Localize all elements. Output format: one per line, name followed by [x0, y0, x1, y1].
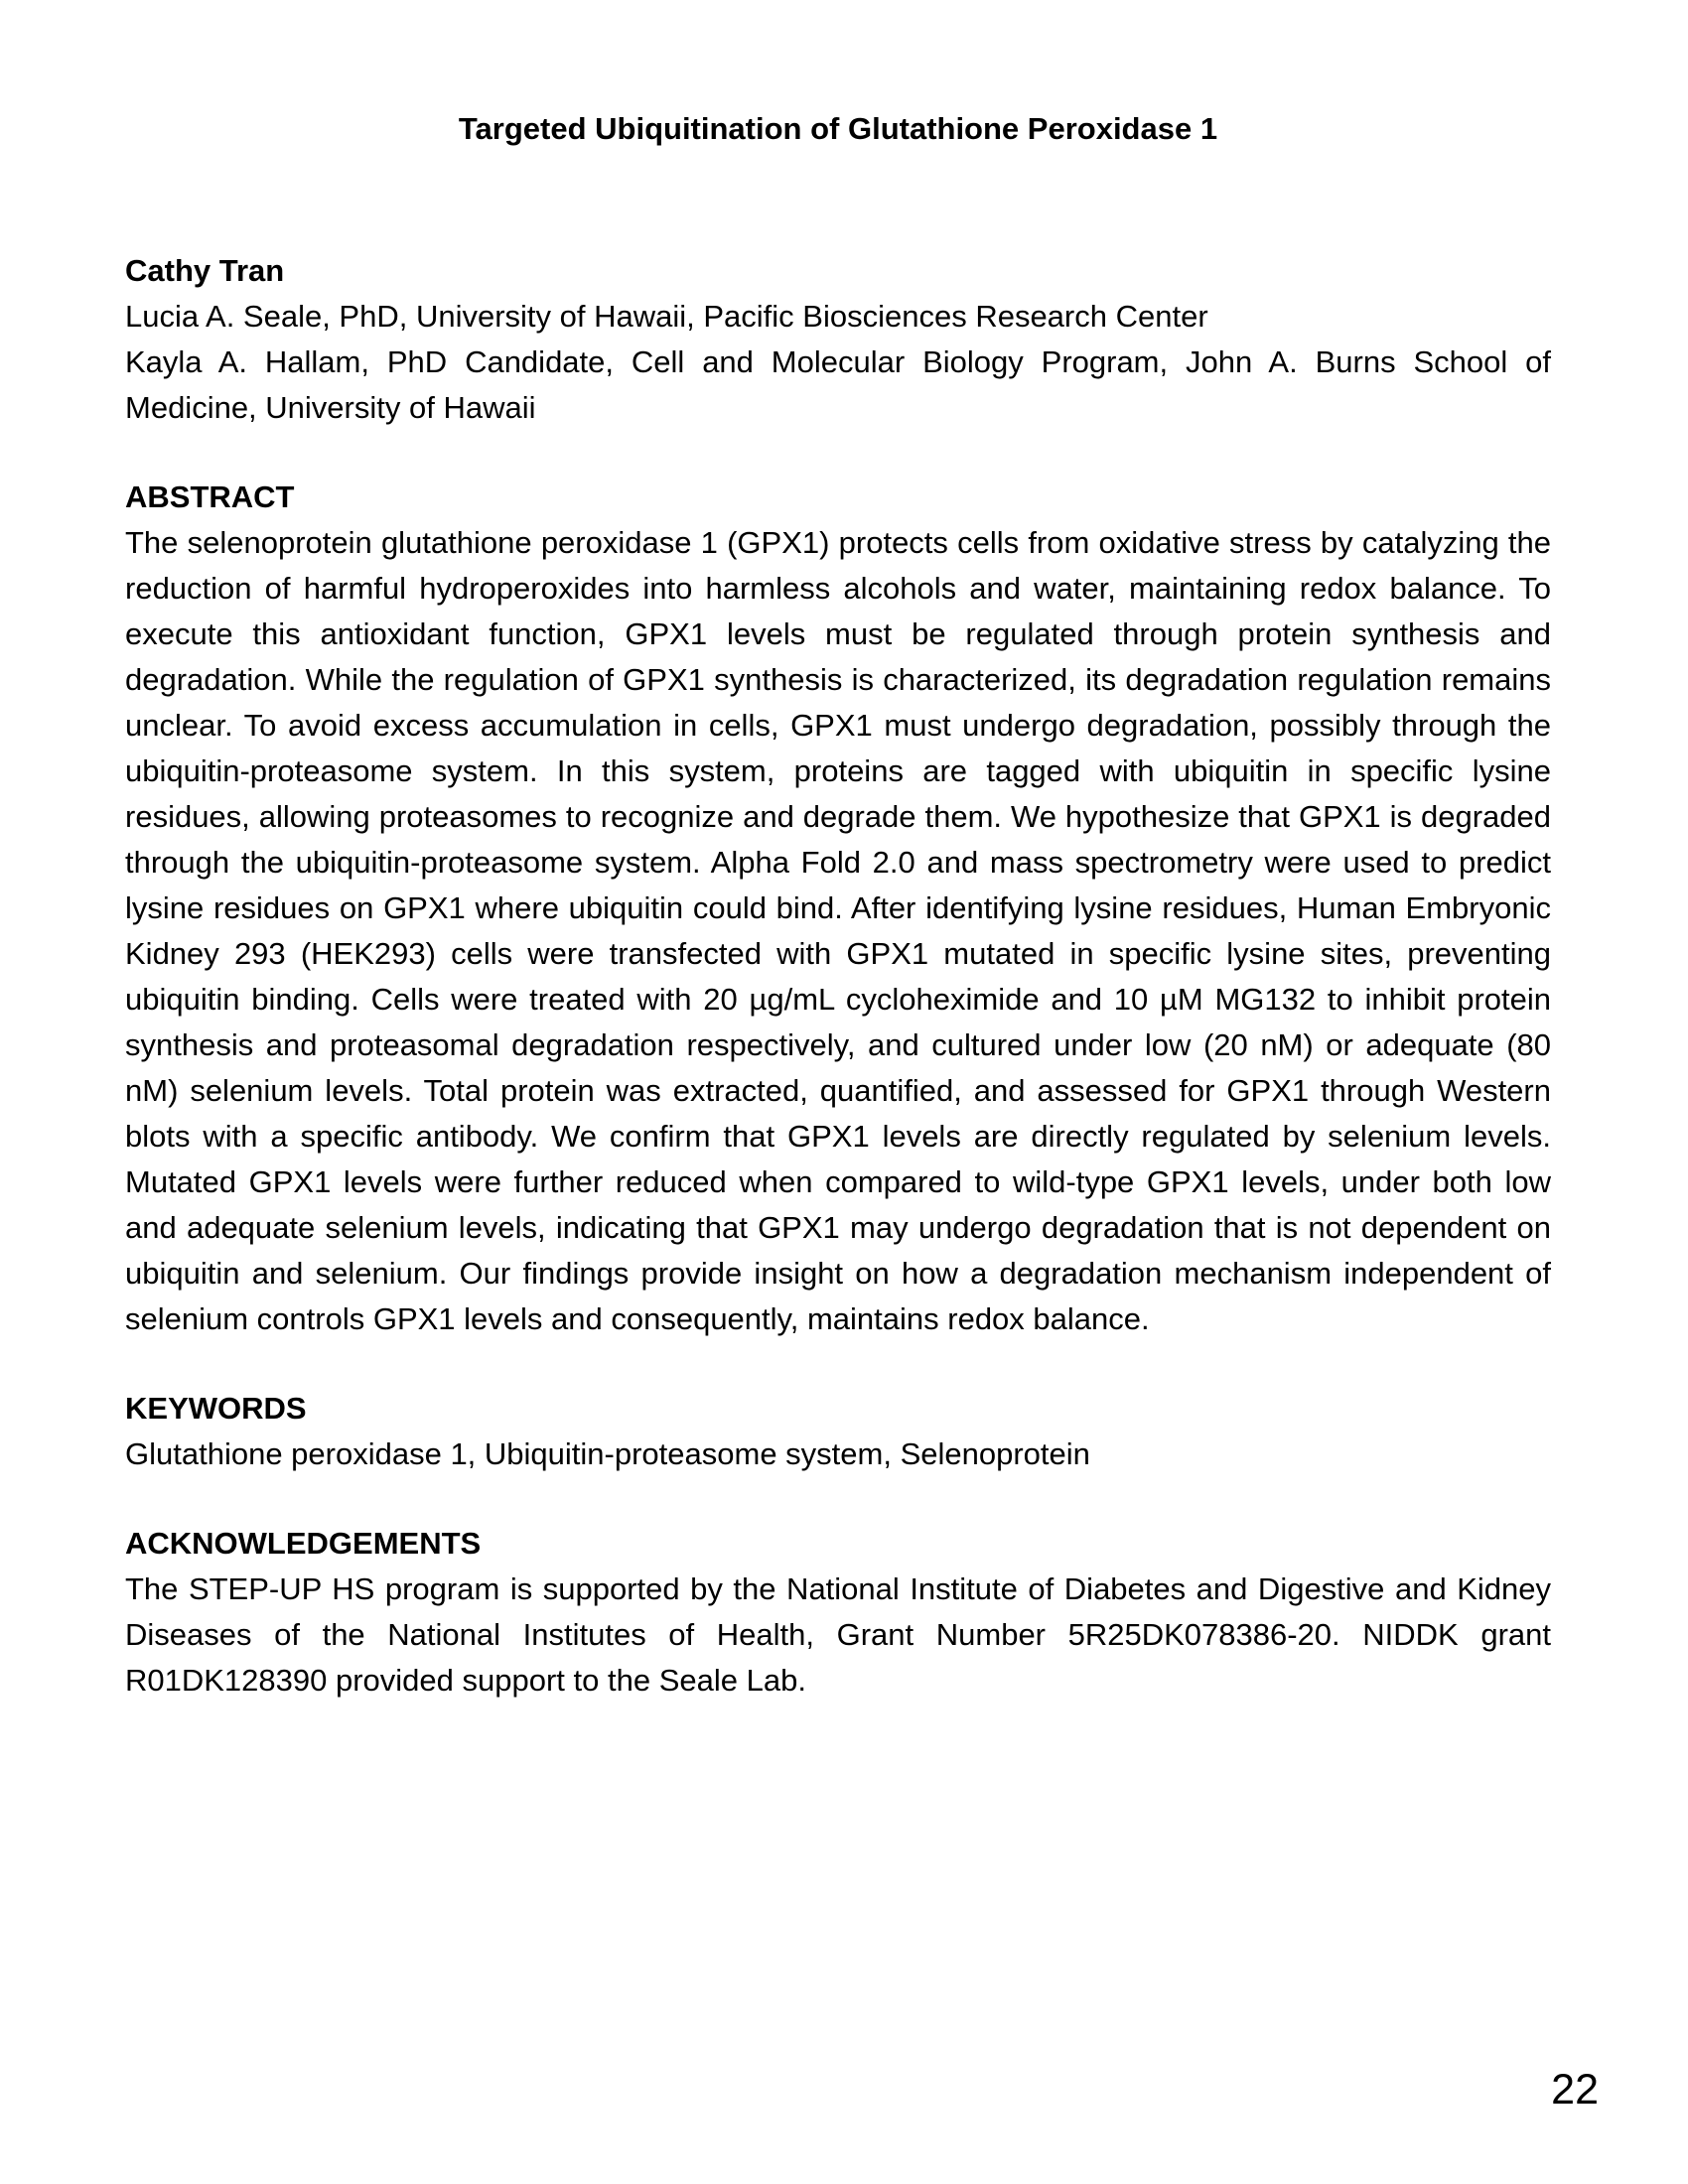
keywords-heading: KEYWORDS	[125, 1391, 307, 1426]
abstract-heading: ABSTRACT	[125, 479, 295, 514]
keywords-text: Glutathione peroxidase 1, Ubiquitin-proteasome system, Selenoprotein	[125, 1436, 1090, 1471]
acknowledgements-text: The STEP-UP HS program is supported by the National Institute of Diabetes and Digestive and Kidney Diseases of the National Institutes of Health, Grant Number 5R25DK078386-20. NIDDK grant R01DK128390 provided support to the Seale Lab.	[125, 1571, 1551, 1698]
affiliation-seale: Lucia A. Seale, PhD, University of Hawaii, Pacific Biosciences Research Center	[125, 299, 1208, 334]
paper-title: Targeted Ubiquitination of Glutathione Peroxidase 1	[458, 111, 1218, 146]
affiliation-hallam: Kayla A. Hallam, PhD Candidate, Cell and Molecular Biology Program, John A. Burns School of Medicine, University of Hawaii	[125, 344, 1551, 425]
author-name: Cathy Tran	[125, 253, 285, 288]
document-page	[125, 107, 1551, 1704]
acknowledgements-heading: ACKNOWLEDGEMENTS	[125, 1526, 482, 1561]
page-number: 22	[1551, 2066, 1599, 2114]
abstract-text: The selenoprotein glutathione peroxidase 1 (GPX1) protects cells from oxidative stress by catalyzing the reduction of harmful hydroperoxides into harmless alcohols and water, maintaining redox balance. To execute this antioxidant function, GPX1 levels must be regulated through protein synthesis and degradation. While the regulation of GPX1 synthesis is characterized, its degradation regulation remains unclear. To avoid excess accumulation in cells, GPX1 must undergo degradation, possibly through the ubiquitin-proteasome system. In this system, proteins are tagged with ubiquitin in specific lysine residues, allowing proteasomes to recognize and degrade them. We hypothesize that GPX1 is degraded through the ubiquitin-proteasome system. Alpha Fold 2.0 and mass spectrometry were used to predict lysine residues on GPX1 where ubiquitin could bind. After identifying lysine residues, Human Embryonic Kidney 293 (HEK293) cells were transfected with GPX1 mutated in specific lysine sites, preventing ubiquitin binding. Cells were treated with 20 µg/mL cycloheximide and 10 µM MG132 to inhibit protein synthesis and proteasomal degradation respectively, and cultured under low (20 nM) or adequate (80 nM) selenium levels. Total protein was extracted, quantified, and assessed for GPX1 through Western blots with a specific antibody. We confirm that GPX1 levels are directly regulated by selenium levels. Mutated GPX1 levels were further reduced when compared to wild-type GPX1 levels, under both low and adequate selenium levels, indicating that GPX1 may undergo degradation that is not dependent on ubiquitin and selenium. Our findings provide insight on how a degradation mechanism independent of selenium controls GPX1 levels and consequently, maintains redox balance.	[125, 525, 1551, 1336]
